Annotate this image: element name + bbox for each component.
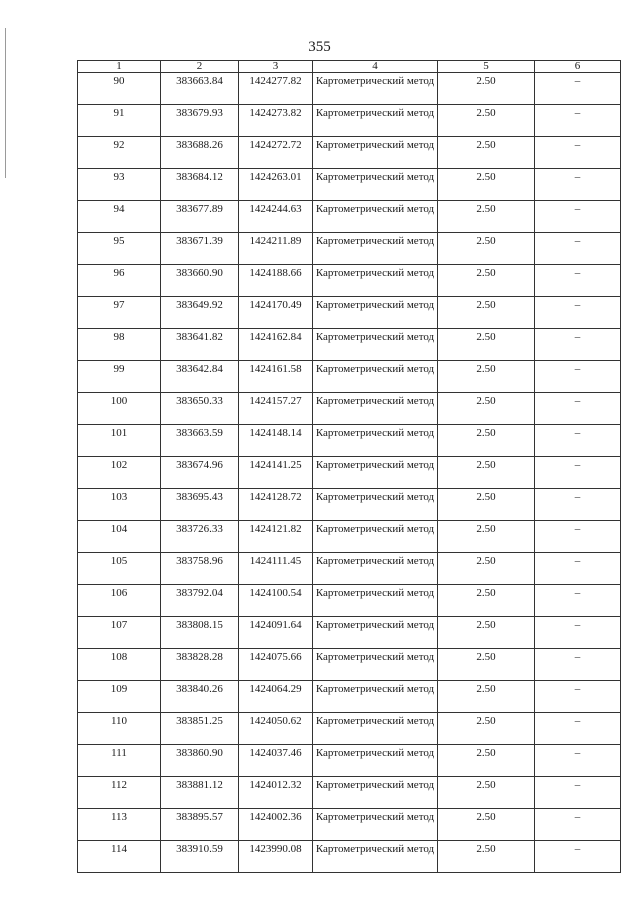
coordinates-table (77, 60, 621, 873)
point-number-cell: 104 (78, 521, 161, 553)
method-cell: Картометрический метод (313, 809, 438, 841)
accuracy-cell: 2.50 (438, 553, 535, 585)
method-cell: Картометрический метод (313, 777, 438, 809)
y-coordinate-cell: 1424012.32 (239, 777, 313, 809)
table-header-row (78, 61, 621, 73)
accuracy-cell: 2.50 (438, 585, 535, 617)
point-number-cell: 93 (78, 169, 161, 201)
table-row (78, 169, 621, 201)
y-coordinate-cell: 1424121.82 (239, 521, 313, 553)
y-coordinate-cell: 1424188.66 (239, 265, 313, 297)
accuracy-cell: 2.50 (438, 297, 535, 329)
method-cell: Картометрический метод (313, 329, 438, 361)
accuracy-cell: 2.50 (438, 137, 535, 169)
accuracy-cell: 2.50 (438, 681, 535, 713)
note-cell: – (535, 425, 621, 457)
x-coordinate-cell: 383660.90 (161, 265, 239, 297)
column-header: 6 (535, 61, 621, 73)
column-header: 1 (78, 61, 161, 73)
accuracy-cell: 2.50 (438, 169, 535, 201)
accuracy-cell: 2.50 (438, 265, 535, 297)
table-row (78, 553, 621, 585)
point-number-cell: 106 (78, 585, 161, 617)
note-cell: – (535, 105, 621, 137)
accuracy-cell: 2.50 (438, 617, 535, 649)
x-coordinate-cell: 383860.90 (161, 745, 239, 777)
table-row (78, 137, 621, 169)
point-number-cell: 108 (78, 649, 161, 681)
table-row (78, 809, 621, 841)
y-coordinate-cell: 1424272.72 (239, 137, 313, 169)
table-row (78, 105, 621, 137)
method-cell: Картометрический метод (313, 489, 438, 521)
accuracy-cell: 2.50 (438, 425, 535, 457)
point-number-cell: 100 (78, 393, 161, 425)
x-coordinate-cell: 383808.15 (161, 617, 239, 649)
note-cell: – (535, 745, 621, 777)
method-cell: Картометрический метод (313, 361, 438, 393)
y-coordinate-cell: 1424263.01 (239, 169, 313, 201)
method-cell: Картометрический метод (313, 745, 438, 777)
x-coordinate-cell: 383641.82 (161, 329, 239, 361)
point-number-cell: 95 (78, 233, 161, 265)
x-coordinate-cell: 383910.59 (161, 841, 239, 873)
table-row (78, 361, 621, 393)
column-header: 3 (239, 61, 313, 73)
point-number-cell: 111 (78, 745, 161, 777)
y-coordinate-cell: 1424100.54 (239, 585, 313, 617)
accuracy-cell: 2.50 (438, 777, 535, 809)
y-coordinate-cell: 1424064.29 (239, 681, 313, 713)
point-number-cell: 107 (78, 617, 161, 649)
method-cell: Картометрический метод (313, 457, 438, 489)
table-row (78, 297, 621, 329)
y-coordinate-cell: 1424091.64 (239, 617, 313, 649)
point-number-cell: 112 (78, 777, 161, 809)
note-cell: – (535, 201, 621, 233)
note-cell: – (535, 361, 621, 393)
column-header: 2 (161, 61, 239, 73)
table-row (78, 713, 621, 745)
accuracy-cell: 2.50 (438, 457, 535, 489)
point-number-cell: 91 (78, 105, 161, 137)
x-coordinate-cell: 383758.96 (161, 553, 239, 585)
table-row (78, 585, 621, 617)
column-header: 4 (313, 61, 438, 73)
x-coordinate-cell: 383792.04 (161, 585, 239, 617)
x-coordinate-cell: 383688.26 (161, 137, 239, 169)
note-cell: – (535, 585, 621, 617)
point-number-cell: 99 (78, 361, 161, 393)
method-cell: Картометрический метод (313, 105, 438, 137)
accuracy-cell: 2.50 (438, 809, 535, 841)
point-number-cell: 94 (78, 201, 161, 233)
y-coordinate-cell: 1424111.45 (239, 553, 313, 585)
y-coordinate-cell: 1424277.82 (239, 73, 313, 105)
point-number-cell: 103 (78, 489, 161, 521)
note-cell: – (535, 489, 621, 521)
method-cell: Картометрический метод (313, 137, 438, 169)
table-row (78, 73, 621, 105)
note-cell: – (535, 233, 621, 265)
note-cell: – (535, 809, 621, 841)
method-cell: Картометрический метод (313, 169, 438, 201)
method-cell: Картометрический метод (313, 201, 438, 233)
x-coordinate-cell: 383677.89 (161, 201, 239, 233)
note-cell: – (535, 457, 621, 489)
note-cell: – (535, 297, 621, 329)
table-body (78, 61, 621, 873)
note-cell: – (535, 329, 621, 361)
accuracy-cell: 2.50 (438, 233, 535, 265)
note-cell: – (535, 137, 621, 169)
y-coordinate-cell: 1424161.58 (239, 361, 313, 393)
table-row (78, 681, 621, 713)
note-cell: – (535, 649, 621, 681)
x-coordinate-cell: 383895.57 (161, 809, 239, 841)
x-coordinate-cell: 383684.12 (161, 169, 239, 201)
note-cell: – (535, 681, 621, 713)
point-number-cell: 96 (78, 265, 161, 297)
table-row (78, 265, 621, 297)
note-cell: – (535, 777, 621, 809)
method-cell: Картометрический метод (313, 617, 438, 649)
accuracy-cell: 2.50 (438, 489, 535, 521)
y-coordinate-cell: 1424211.89 (239, 233, 313, 265)
x-coordinate-cell: 383679.93 (161, 105, 239, 137)
y-coordinate-cell: 1424075.66 (239, 649, 313, 681)
accuracy-cell: 2.50 (438, 73, 535, 105)
table-row (78, 393, 621, 425)
note-cell: – (535, 713, 621, 745)
y-coordinate-cell: 1424050.62 (239, 713, 313, 745)
method-cell: Картометрический метод (313, 521, 438, 553)
note-cell: – (535, 841, 621, 873)
method-cell: Картометрический метод (313, 681, 438, 713)
method-cell: Картометрический метод (313, 649, 438, 681)
point-number-cell: 110 (78, 713, 161, 745)
point-number-cell: 113 (78, 809, 161, 841)
y-coordinate-cell: 1424148.14 (239, 425, 313, 457)
x-coordinate-cell: 383663.84 (161, 73, 239, 105)
table-row (78, 521, 621, 553)
accuracy-cell: 2.50 (438, 745, 535, 777)
x-coordinate-cell: 383881.12 (161, 777, 239, 809)
method-cell: Картометрический метод (313, 841, 438, 873)
table-row (78, 617, 621, 649)
y-coordinate-cell: 1423990.08 (239, 841, 313, 873)
method-cell: Картометрический метод (313, 393, 438, 425)
y-coordinate-cell: 1424128.72 (239, 489, 313, 521)
y-coordinate-cell: 1424170.49 (239, 297, 313, 329)
method-cell: Картометрический метод (313, 553, 438, 585)
y-coordinate-cell: 1424002.36 (239, 809, 313, 841)
x-coordinate-cell: 383851.25 (161, 713, 239, 745)
method-cell: Картометрический метод (313, 233, 438, 265)
point-number-cell: 105 (78, 553, 161, 585)
column-header: 5 (438, 61, 535, 73)
note-cell: – (535, 521, 621, 553)
point-number-cell: 98 (78, 329, 161, 361)
point-number-cell: 101 (78, 425, 161, 457)
y-coordinate-cell: 1424162.84 (239, 329, 313, 361)
page-number: 355 (308, 39, 331, 55)
note-cell: – (535, 617, 621, 649)
table-row (78, 425, 621, 457)
point-number-cell: 97 (78, 297, 161, 329)
x-coordinate-cell: 383840.26 (161, 681, 239, 713)
y-coordinate-cell: 1424141.25 (239, 457, 313, 489)
note-cell: – (535, 553, 621, 585)
table-row (78, 329, 621, 361)
method-cell: Картометрический метод (313, 73, 438, 105)
y-coordinate-cell: 1424273.82 (239, 105, 313, 137)
accuracy-cell: 2.50 (438, 713, 535, 745)
method-cell: Картометрический метод (313, 297, 438, 329)
y-coordinate-cell: 1424244.63 (239, 201, 313, 233)
x-coordinate-cell: 383663.59 (161, 425, 239, 457)
x-coordinate-cell: 383828.28 (161, 649, 239, 681)
note-cell: – (535, 265, 621, 297)
table-row (78, 457, 621, 489)
point-number-cell: 90 (78, 73, 161, 105)
table-row (78, 745, 621, 777)
point-number-cell: 92 (78, 137, 161, 169)
y-coordinate-cell: 1424037.46 (239, 745, 313, 777)
x-coordinate-cell: 383671.39 (161, 233, 239, 265)
point-number-cell: 102 (78, 457, 161, 489)
accuracy-cell: 2.50 (438, 649, 535, 681)
accuracy-cell: 2.50 (438, 361, 535, 393)
method-cell: Картометрический метод (313, 585, 438, 617)
table-row (78, 777, 621, 809)
note-cell: – (535, 169, 621, 201)
accuracy-cell: 2.50 (438, 105, 535, 137)
table-row (78, 233, 621, 265)
method-cell: Картометрический метод (313, 425, 438, 457)
table-row (78, 489, 621, 521)
method-cell: Картометрический метод (313, 713, 438, 745)
x-coordinate-cell: 383695.43 (161, 489, 239, 521)
table-row (78, 649, 621, 681)
accuracy-cell: 2.50 (438, 521, 535, 553)
accuracy-cell: 2.50 (438, 201, 535, 233)
accuracy-cell: 2.50 (438, 841, 535, 873)
x-coordinate-cell: 383726.33 (161, 521, 239, 553)
table-row (78, 201, 621, 233)
accuracy-cell: 2.50 (438, 329, 535, 361)
note-cell: – (535, 393, 621, 425)
point-number-cell: 114 (78, 841, 161, 873)
x-coordinate-cell: 383649.92 (161, 297, 239, 329)
y-coordinate-cell: 1424157.27 (239, 393, 313, 425)
table-row (78, 841, 621, 873)
accuracy-cell: 2.50 (438, 393, 535, 425)
x-coordinate-cell: 383674.96 (161, 457, 239, 489)
method-cell: Картометрический метод (313, 265, 438, 297)
note-cell: – (535, 73, 621, 105)
point-number-cell: 109 (78, 681, 161, 713)
x-coordinate-cell: 383650.33 (161, 393, 239, 425)
x-coordinate-cell: 383642.84 (161, 361, 239, 393)
